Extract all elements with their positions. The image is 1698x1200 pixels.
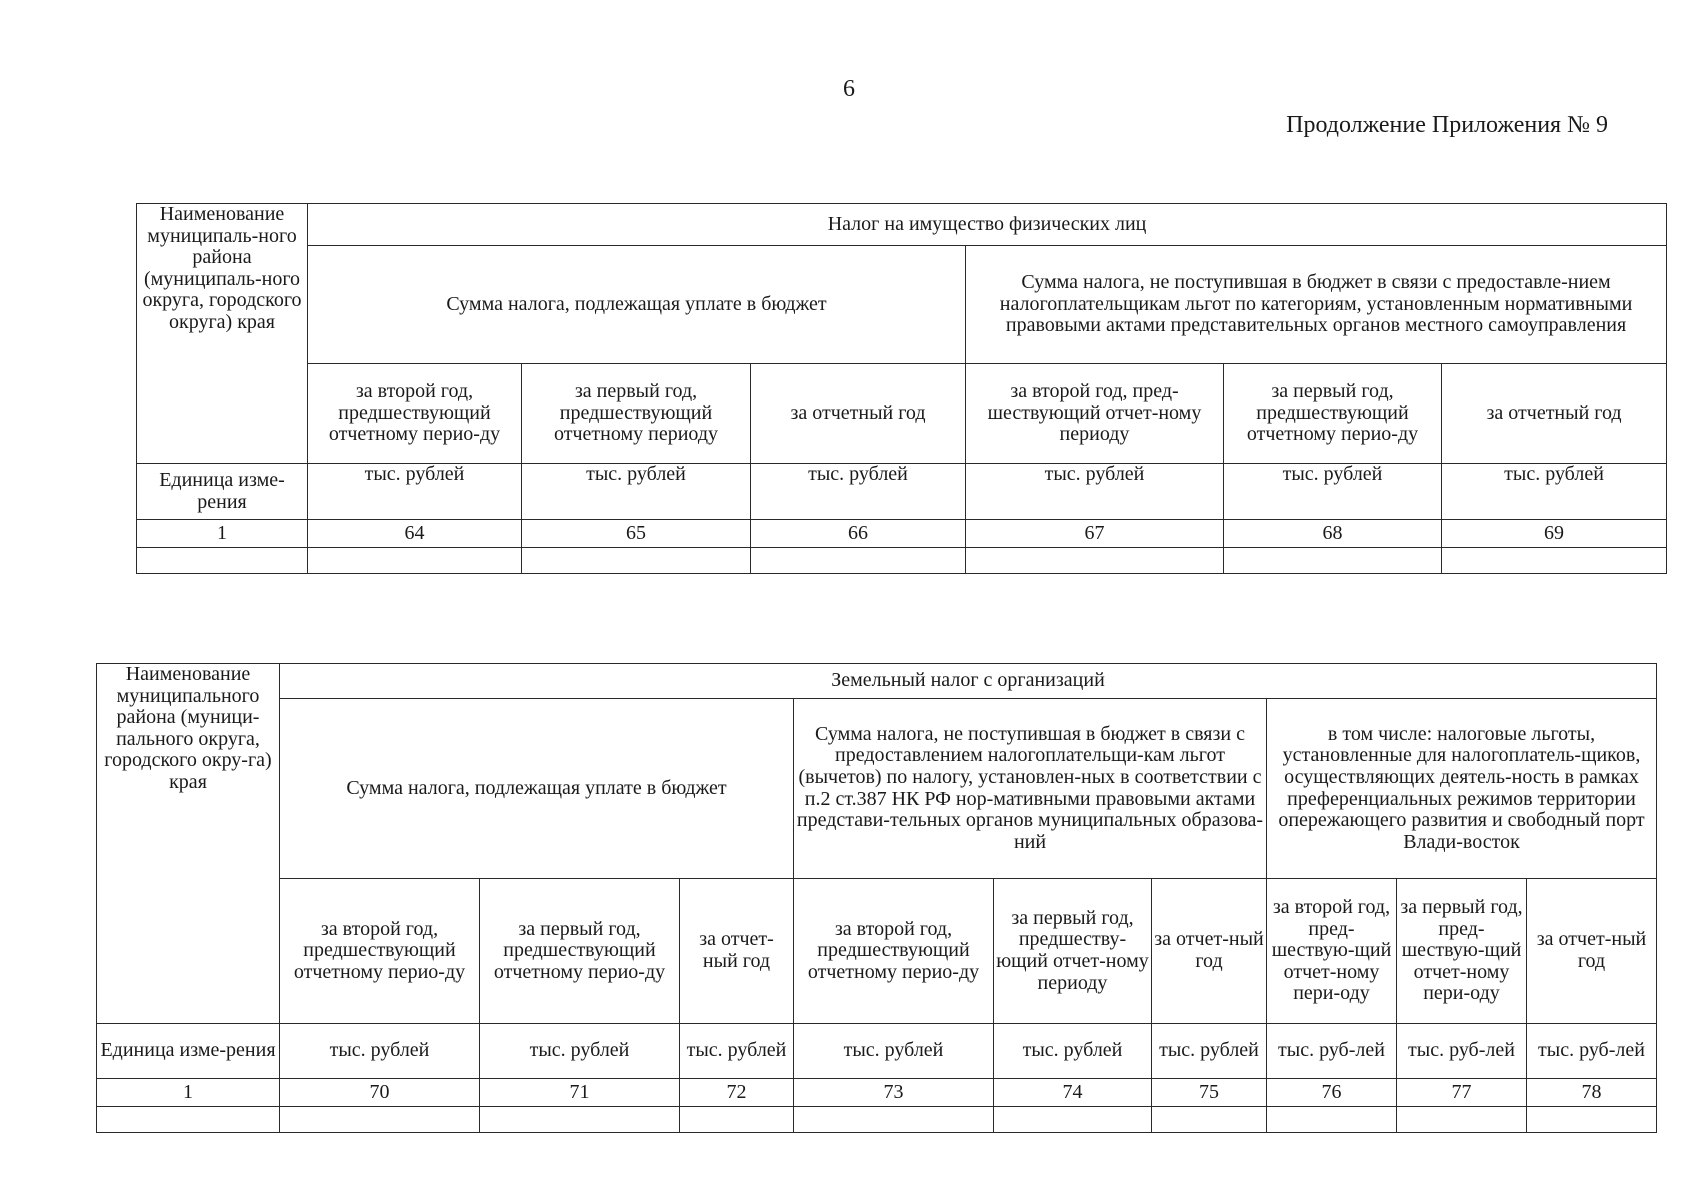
period-header: за отчет-ный год: [1527, 879, 1657, 1024]
page-number: 6: [843, 76, 855, 102]
period-header: за первый год, предшествующий отчетному периоду: [522, 364, 751, 464]
continuation-label: Продолжение Приложения № 9: [1286, 112, 1608, 138]
unit-cell: тыс. рублей: [522, 464, 751, 520]
name-header: Наименование муниципаль-ного района (муниципаль-ного округа, городского округа) края: [137, 204, 308, 464]
data-cell: [794, 1107, 994, 1133]
unit-cell: тыс. рублей: [751, 464, 966, 520]
data-cell: [1267, 1107, 1397, 1133]
unit-label: Единица изме-рения: [97, 1024, 280, 1079]
data-cell: [280, 1107, 480, 1133]
column-number: 74: [994, 1079, 1152, 1107]
unit-label: Единица изме-рения: [137, 464, 308, 520]
column-number: 72: [680, 1079, 794, 1107]
column-number: 75: [1152, 1079, 1267, 1107]
group-header: Сумма налога, не поступившая в бюджет в связи с предоставлением налогоплательщи-кам льгот (вычетов) по налогу, установлен-ных в соответствии с п.2 ст.387 НК РФ нор-мативными правовыми актами представи-тельных органов муниципальных образова-ний: [794, 699, 1267, 879]
unit-cell: тыс. рублей: [1152, 1024, 1267, 1079]
unit-cell: тыс. рублей: [794, 1024, 994, 1079]
column-number: 73: [794, 1079, 994, 1107]
main-header: Налог на имущество физических лиц: [308, 204, 1667, 246]
period-header: за первый год, предшеству-ющий отчет-ному периоду: [994, 879, 1152, 1024]
period-header: за второй год, предшествующий отчетному перио-ду: [794, 879, 994, 1024]
data-cell: [1397, 1107, 1527, 1133]
main-header: Земельный налог с организаций: [280, 664, 1657, 699]
data-cell: [1224, 548, 1442, 574]
group-header: Сумма налога, подлежащая уплате в бюджет: [280, 699, 794, 879]
column-number: 68: [1224, 520, 1442, 548]
data-cell: [97, 1107, 280, 1133]
data-cell: [680, 1107, 794, 1133]
period-header: за второй год, предшествующий отчетному перио-ду: [280, 879, 480, 1024]
period-header: за отчетный год: [751, 364, 966, 464]
period-header: за второй год, предшествующий отчетному перио-ду: [308, 364, 522, 464]
period-header: за второй год, пред-шествующий отчет-ному периоду: [966, 364, 1224, 464]
data-cell: [308, 548, 522, 574]
column-number: 1: [97, 1079, 280, 1107]
data-cell: [994, 1107, 1152, 1133]
unit-cell: тыс. рублей: [680, 1024, 794, 1079]
column-number: 71: [480, 1079, 680, 1107]
column-number: 70: [280, 1079, 480, 1107]
column-number: 1: [137, 520, 308, 548]
data-cell: [751, 548, 966, 574]
group-header: Сумма налога, не поступившая в бюджет в связи с предоставле-нием налогоплательщикам льгот по категориям, установленным нормативными правовыми актами представительных органов местного самоуправления: [966, 246, 1667, 364]
column-number: 76: [1267, 1079, 1397, 1107]
land-tax-table: [96, 663, 1657, 1133]
unit-cell: тыс. руб-лей: [1527, 1024, 1657, 1079]
data-cell: [1152, 1107, 1267, 1133]
column-number: 65: [522, 520, 751, 548]
data-cell: [137, 548, 308, 574]
column-number: 66: [751, 520, 966, 548]
unit-cell: тыс. рублей: [966, 464, 1224, 520]
period-header: за первый год, предшествующий отчетному перио-ду: [480, 879, 680, 1024]
column-number: 78: [1527, 1079, 1657, 1107]
column-number: 69: [1442, 520, 1667, 548]
column-number: 77: [1397, 1079, 1527, 1107]
group-header: в том числе: налоговые льготы, установленные для налогоплатель-щиков, осуществляющих деятель-ность в рамках преференциальных режимов территории опережающего развития и свободный порт Влади-восток: [1267, 699, 1657, 879]
unit-cell: тыс. рублей: [1442, 464, 1667, 520]
period-header: за первый год, предшествующий отчетному перио-ду: [1224, 364, 1442, 464]
column-number: 67: [966, 520, 1224, 548]
data-cell: [480, 1107, 680, 1133]
period-header: за второй год, пред-шествую-щий отчет-ному пери-оду: [1267, 879, 1397, 1024]
unit-cell: тыс. рублей: [280, 1024, 480, 1079]
period-header: за первый год, пред-шествую-щий отчет-ному пери-оду: [1397, 879, 1527, 1024]
period-header: за отчет-ный год: [680, 879, 794, 1024]
unit-cell: тыс. рублей: [308, 464, 522, 520]
unit-cell: тыс. рублей: [480, 1024, 680, 1079]
period-header: за отчетный год: [1442, 364, 1667, 464]
unit-cell: тыс. рублей: [994, 1024, 1152, 1079]
data-cell: [1527, 1107, 1657, 1133]
column-number: 64: [308, 520, 522, 548]
unit-cell: тыс. рублей: [1224, 464, 1442, 520]
group-header: Сумма налога, подлежащая уплате в бюджет: [308, 246, 966, 364]
property-tax-table: [136, 203, 1667, 574]
data-cell: [522, 548, 751, 574]
period-header: за отчет-ный год: [1152, 879, 1267, 1024]
unit-cell: тыс. руб-лей: [1267, 1024, 1397, 1079]
name-header: Наименование муниципального района (муници-пального округа, городского окру-га) края: [97, 664, 280, 1024]
unit-cell: тыс. руб-лей: [1397, 1024, 1527, 1079]
data-cell: [966, 548, 1224, 574]
data-cell: [1442, 548, 1667, 574]
